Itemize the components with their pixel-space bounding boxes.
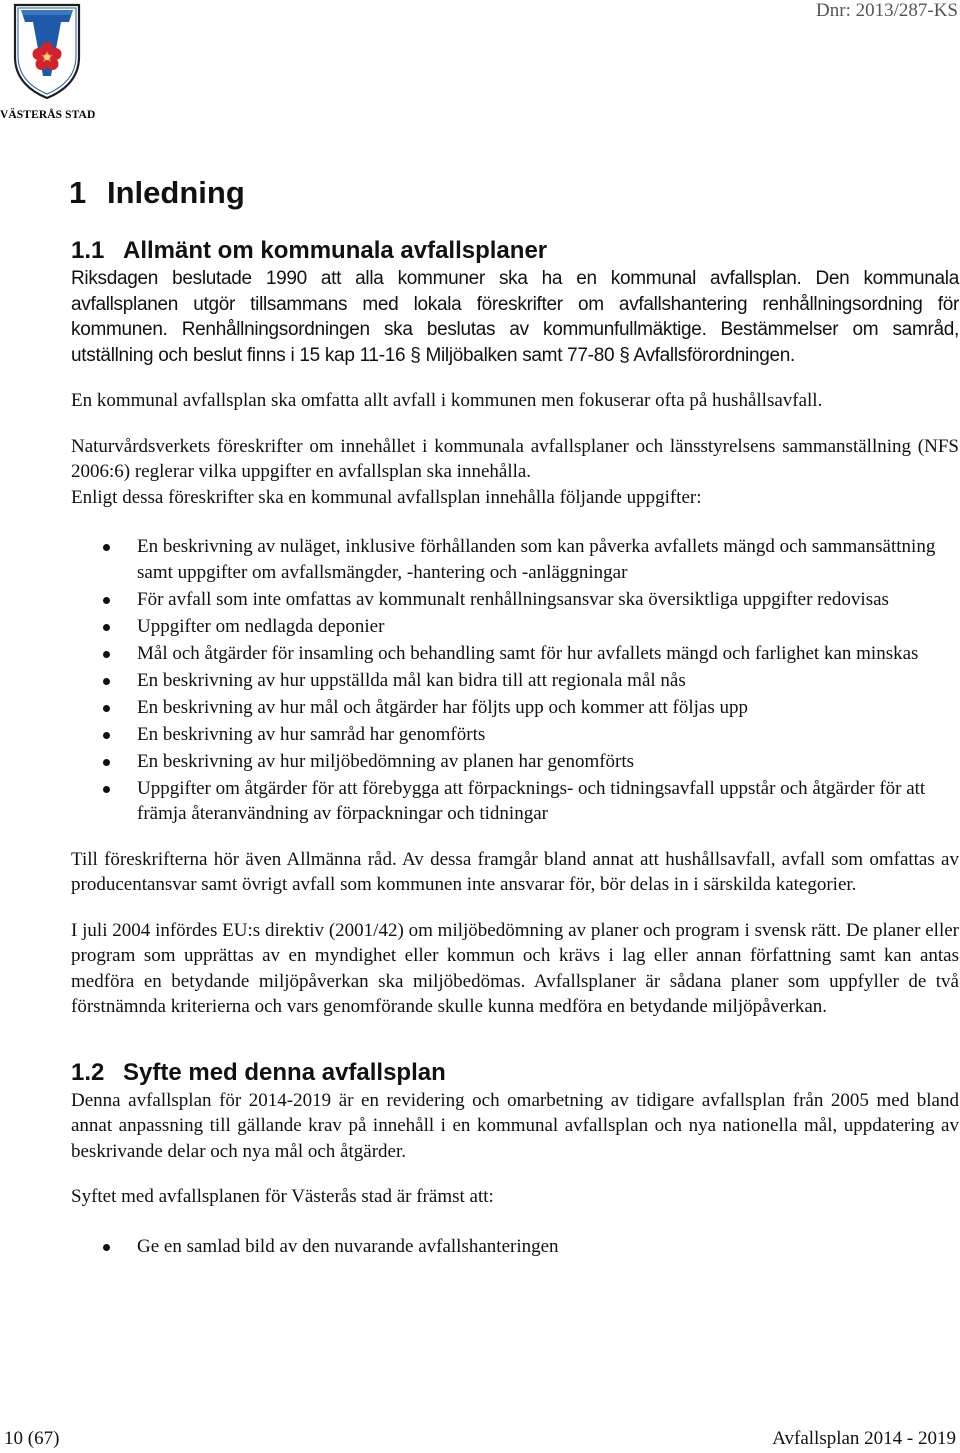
section-title: Syfte med denna avfallsplan [123,1058,446,1086]
list-item [71,1234,959,1260]
bullet-icon [103,786,110,793]
chapter-heading [69,170,959,220]
section-number: 1.2 [71,1058,105,1086]
chapter-title: Inledning [107,175,245,210]
purpose-list [71,1234,959,1260]
chapter-number: 1 [69,175,87,210]
page-content [71,170,959,1261]
paragraph-text-part: Riksdagen beslutade 1990 att alla kommuner ska ha en kommunal avfallsplan. Den kommunala avfallsplanen utgör tillsammans med lokala föreskrifter om avfallshantering renhållningsordning för kommunen. Renhållningsordningen ska beslutas av kommunfullmäktige. [71,268,959,340]
list-item-text: En beskrivning av hur miljöbedömning av planen har genomförts [137,750,635,772]
requirements-list [71,534,959,827]
section-title: Allmänt om kommunala avfallsplaner [123,237,548,264]
paragraph: Naturvårdsverkets föreskrifter om innehållet i kommunala avfallsplaner och länsstyrelsens sammanställning (NFS 2006:6) reglerar vilka uppgifter en avfallsplan ska innehålla. [71,435,959,482]
list-item [71,534,959,585]
paragraph: Till föreskrifterna hör även Allmänna råd. Av dessa framgår bland annat att hushållsavfall, avfall som omfattas av producentansvar samt övrigt avfall som kommunen inte ansvarar för, bör delas in i särskilda kategorier. [71,848,959,895]
list-item [71,749,959,775]
bullet-icon [103,759,110,766]
list-item [71,722,959,748]
footer-document-title: Avfallsplan 2014 - 2019 [772,1428,956,1449]
bullet-icon [103,705,110,712]
bullet-icon [103,678,110,685]
section-number: 1.1 [71,237,105,264]
paragraph: Denna avfallsplan för 2014-2019 är en revidering och omarbetning av tidigare avfallsplan från 2005 med bland annat anpassning till gällande krav på innehåll i en kommunal avfallsplan och nya nationella mål, uppdatering av beskrivande delar och nya mål och åtgärder. [71,1089,959,1162]
list-item-text: En beskrivning av nuläget, inklusive förhållanden som kan påverka avfallets mängd och sammansättning samt uppgifter om avfallsmängder, -hantering och -anläggningar [137,536,936,583]
list-item [71,776,959,827]
bullet-icon [103,1244,110,1251]
paragraph: I juli 2004 infördes EU:s direktiv (2001/42) om miljöbedömning av planer och program i svensk rätt. De planer eller program som upprättas av en myndighet eller kommun och krävs i lag eller annan författning samt kan antas medföra en betydande miljöpåverkan ska miljöbedömas. Avfallsplaner är sådana planer som uppfyller de två förstnämnda kriterierna och vars genomförande skulle kunna medföra en betydande miljöpåverkan. [71,919,959,1017]
list-item-text: Mål och åtgärder för insamling och behandling samt för hur avfallets mängd och farlighet kan minskas [137,642,919,664]
bullet-icon [103,651,110,658]
list-item-text: En beskrivning av hur uppställda mål kan bidra till att regionala mål nås [137,669,686,691]
list-item-text: En beskrivning av hur mål och åtgärder har följts upp och kommer att följas upp [137,696,749,718]
list-item-text: För avfall som inte omfattas av kommunalt renhållningsansvar ska översiktliga uppgifter redovisas [137,588,889,610]
paragraph [71,266,959,368]
vasteras-stad-logo [0,0,95,125]
list-item [71,614,959,640]
list-item-text: Uppgifter om nedlagda deponier [137,615,385,637]
list-item [71,695,959,721]
bullet-icon [103,597,110,604]
list-item-text: Uppgifter om åtgärder för att förebygga att förpacknings- och tidningsavfall uppstår och åtgärder för att främja återanvändning av förpackningar och tidningar [137,777,926,824]
bullet-icon [103,544,110,551]
paragraph: En kommunal avfallsplan ska omfatta allt avfall i kommunen men fokuserar ofta på hushållsavfall. [71,390,823,411]
coat-of-arms-icon [12,2,82,100]
page-number: 10 (67) [4,1428,60,1449]
list-item-text: Ge en samlad bild av den nuvarande avfallshanteringen [137,1235,559,1257]
list-item [71,668,959,694]
list-item [71,641,959,667]
logo-text: VÄSTERÅS STAD [0,109,96,121]
bullet-icon [103,732,110,739]
bullet-icon [103,624,110,631]
paragraph: Enligt dessa föreskrifter ska en kommunal avfallsplan innehålla följande uppgifter: [71,486,702,508]
list-item [71,587,959,613]
list-item-text: En beskrivning av hur samråd har genomförts [137,723,486,745]
paragraph: Syftet med avfallsplanen för Västerås stad är främst att: [71,1186,494,1207]
paragraph-text-part: Bestämmelser om samråd, utställning och beslut finns i 15 kap 11-16 § Miljöbalken samt 77-80 § Avfallsförordningen. [71,319,960,366]
section-heading-1-1 [71,236,959,266]
document-number: Dnr: 2013/287-KS [816,0,958,21]
section-heading-1-2 [71,1058,959,1088]
